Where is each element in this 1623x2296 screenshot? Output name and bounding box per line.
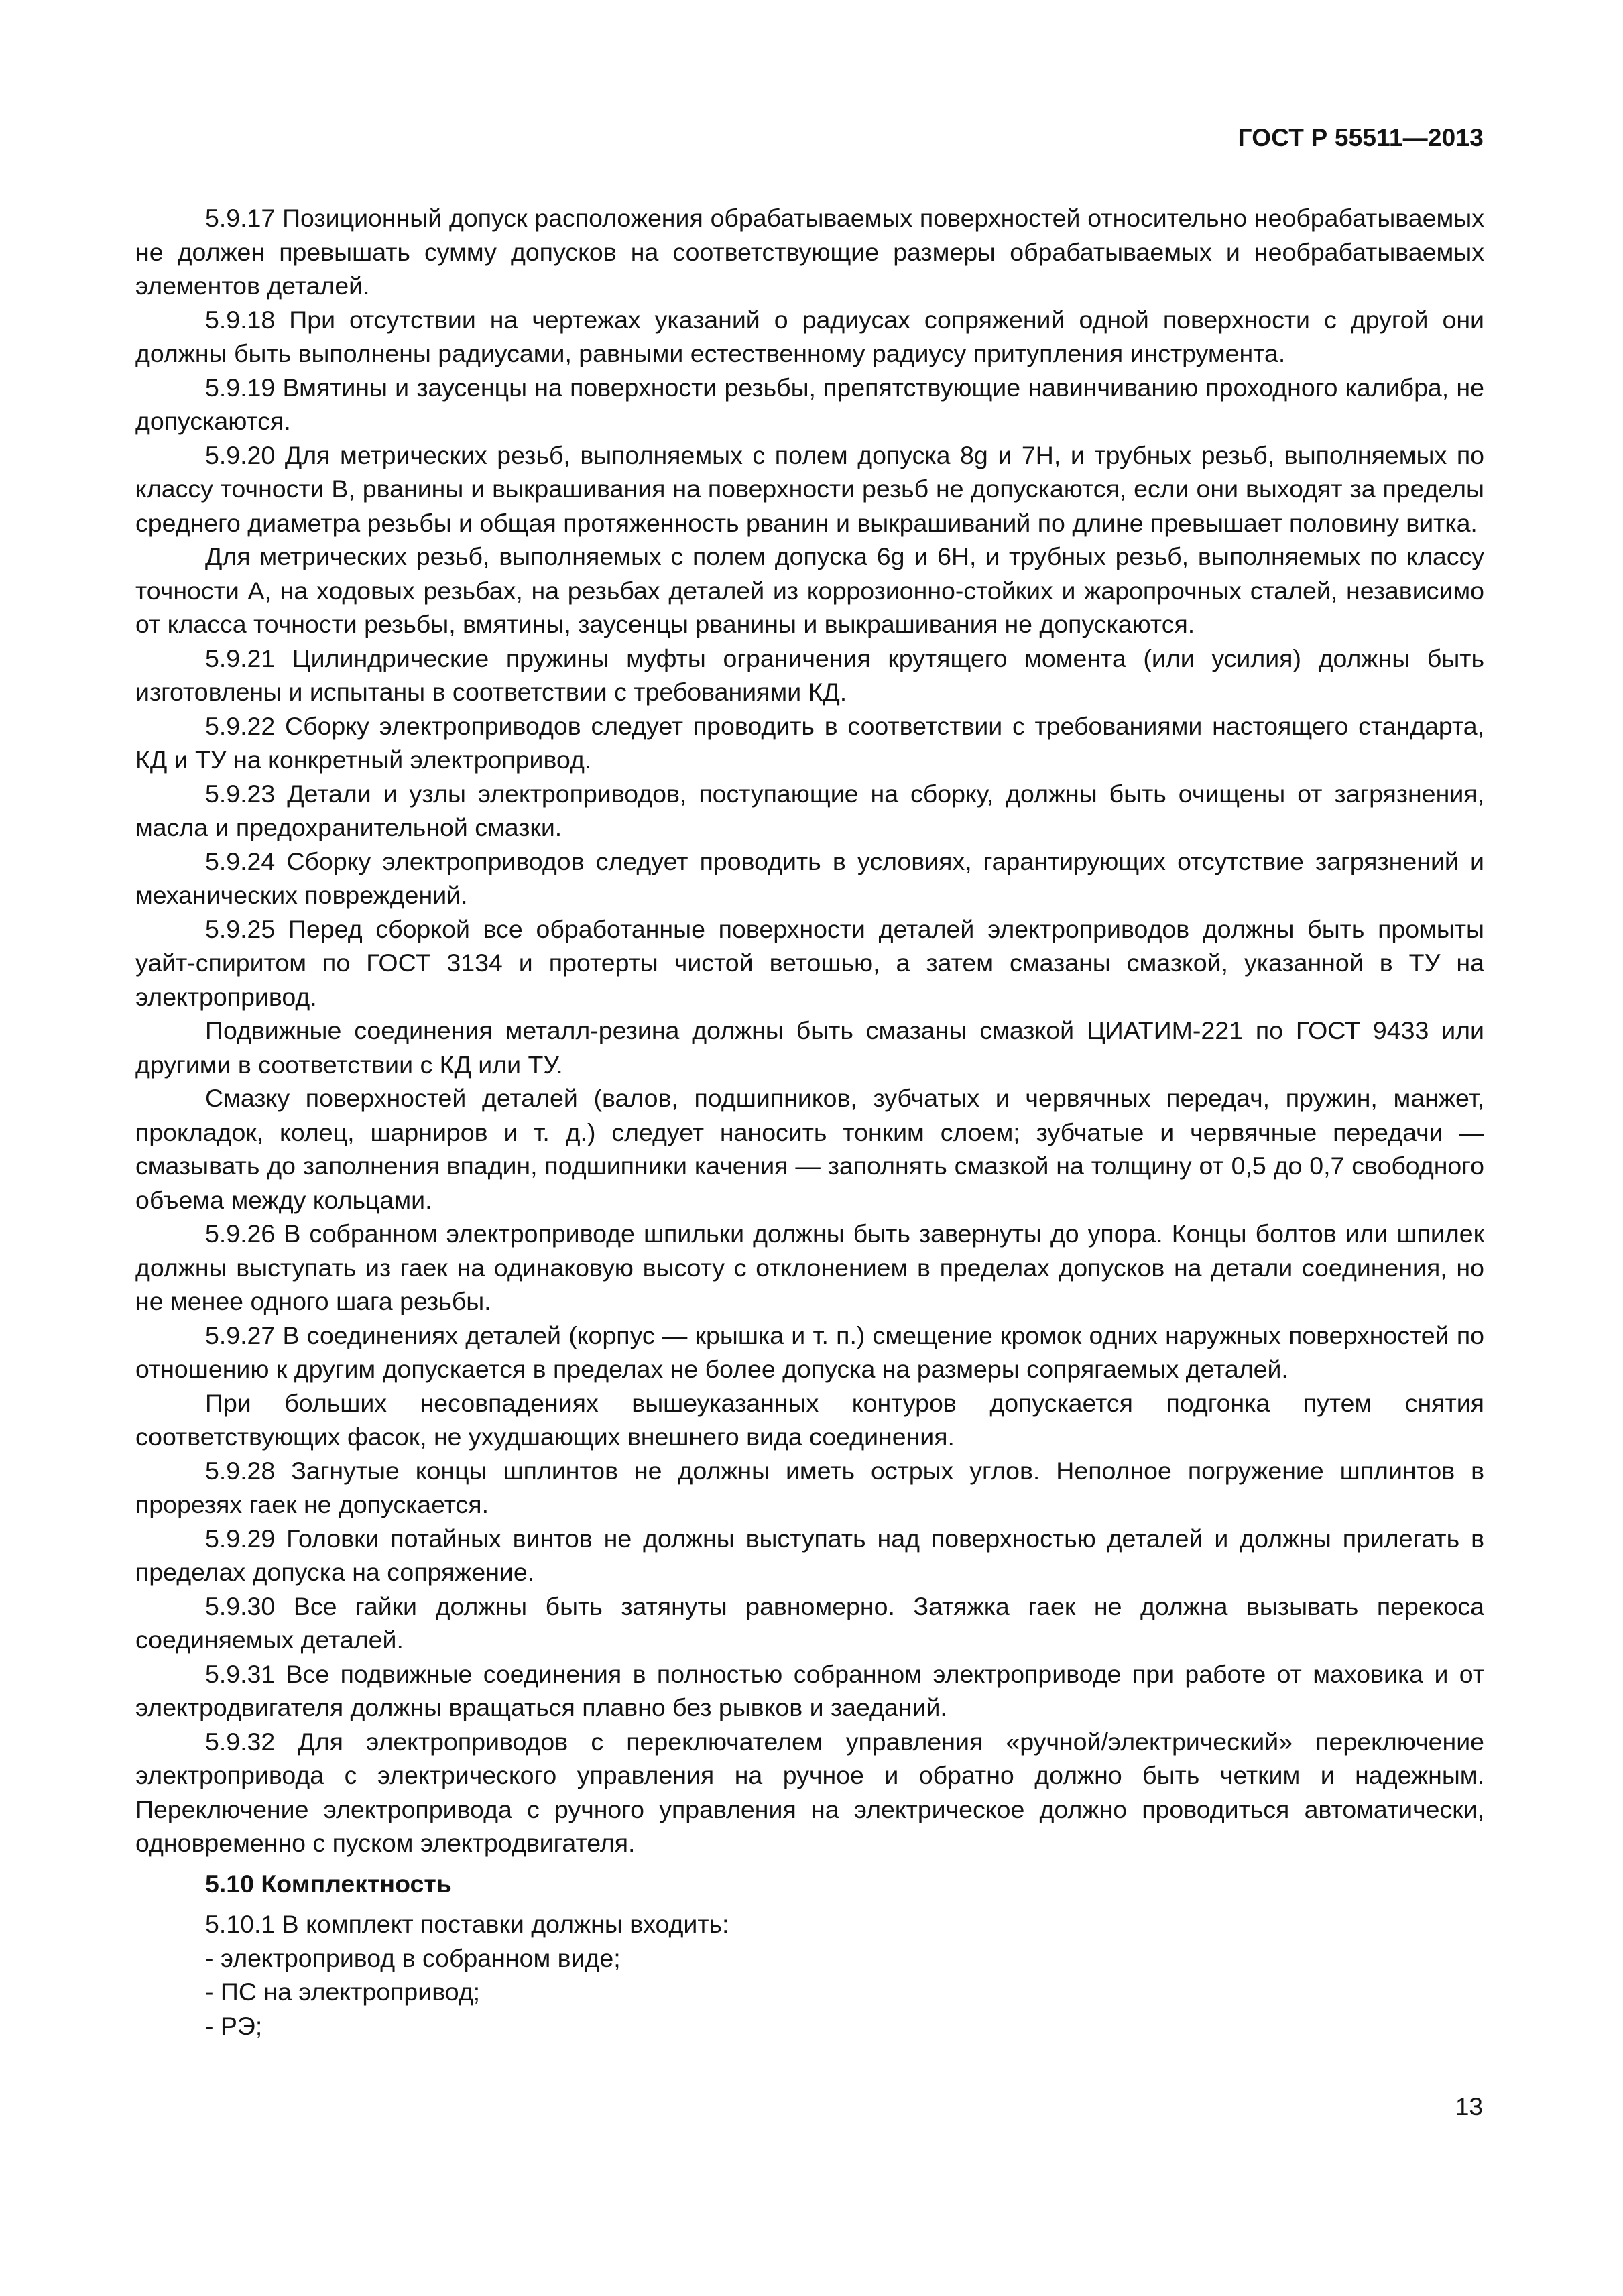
- document-body: [135, 201, 1484, 2043]
- paragraph-5-9-27: 5.9.27 В соединениях деталей (корпус — крышка и т. п.) смещение кромок одних наружных поверхностей по отношению к другим допускается в пределах не более допуска на размеры сопрягаемых деталей.: [135, 1321, 1484, 1383]
- paragraph-5-9-27-cont: При больших несовпадениях вышеуказанных контуров допускается подгонка путем снятия соответствующих фасок, не ухудшающих внешнего вида соединения.: [135, 1388, 1484, 1451]
- paragraph-5-9-25-grease: Смазку поверхностей деталей (валов, подшипников, зубчатых и червячных передач, пружин, манжет, прокладок, колец, шарниров и т. д.) следует наносить тонким слоем; зубчатые и червячные передачи — смазывать до заполнения впадин, подшипники качения — заполнять смазкой на толщину от 0,5 до 0,7 свободного объема между кольцами.: [135, 1084, 1484, 1214]
- paragraph-5-9-32: 5.9.32 Для электроприводов с переключателем управления «ручной/электрический» переключение электропривода с электрического управления на ручное и обратно должно быть четким и надежным. Переключение электропривода с ручного управления на электрическое должно проводиться автоматически, одновременно с пуском электродвигателя.: [135, 1727, 1484, 1857]
- paragraph-5-9-20-cont: Для метрических резьб, выполняемых с полем допуска 6g и 6H, и трубных резьб, выполняемых по классу точности А, на ходовых резьбах, на резьбах деталей из коррозионно-стойких и жаропрочных сталей, независимо от класса точности резьбы, вмятины, заусенцы рванины и выкрашивания не допускаются.: [135, 542, 1484, 638]
- paragraph-5-9-17: 5.9.17 Позиционный допуск расположения обрабатываемых поверхностей относительно необрабатываемых не должен превышать сумму допусков на соответствующие размеры обрабатываемых и необрабатываемых элементов деталей.: [135, 204, 1484, 300]
- paragraph-5-9-20: 5.9.20 Для метрических резьб, выполняемых с полем допуска 8g и 7H, и трубных резьб, выполняемых по классу точности В, рванины и выкрашивания на поверхности резьб не допускаются, если они выходят за пределы среднего диаметра резьбы и общая протяженность рванин и выкрашиваний по длине превышает половину витка.: [135, 440, 1484, 537]
- list-item: - электропривод в собранном виде;: [205, 1943, 621, 1972]
- paragraph-5-9-28: 5.9.28 Загнутые концы шплинтов не должны иметь острых углов. Неполное погружение шплинтов в прорезях гаек не допускается.: [135, 1456, 1484, 1518]
- paragraph-5-9-31: 5.9.31 Все подвижные соединения в полностью собранном электроприводе при работе от маховика и от электродвигателя должны вращаться плавно без рывков и заеданий.: [135, 1659, 1484, 1721]
- paragraph-5-9-22: 5.9.22 Сборку электроприводов следует проводить в соответствии с требованиями настоящего стандарта, КД и ТУ на конкретный электропривод.: [135, 711, 1484, 774]
- paragraph-5-9-26: 5.9.26 В собранном электроприводе шпильки должны быть завернуты до упора. Концы болтов или шпилек должны выступать из гаек на одинаковую высоту с отклонением в пределах допусков на детали соединения, но не менее одного шага резьбы.: [135, 1219, 1484, 1315]
- paragraph-5-9-21: 5.9.21 Цилиндрические пружины муфты ограничения крутящего момента (или усилия) должны быть изготовлены и испытаны в соответствии с требованиями КД.: [135, 644, 1484, 706]
- paragraph-5-9-29: 5.9.29 Головки потайных винтов не должны выступать над поверхностью деталей и должны прилегать в пределах допуска на сопряжение.: [135, 1524, 1484, 1586]
- list-item: - ПС на электропривод;: [205, 1978, 481, 2006]
- page-number: 13: [1455, 2093, 1483, 2120]
- paragraph-5-9-30: 5.9.30 Все гайки должны быть затянуты равномерно. Затяжка гаек не должна вызывать перекоса соединяемых деталей.: [135, 1591, 1484, 1654]
- paragraph-5-9-18: 5.9.18 При отсутствии на чертежах указаний о радиусах сопряжений одной поверхности с другой они должны быть выполнены радиусами, равными естественному радиусу притупления инструмента.: [135, 305, 1484, 367]
- section-intro: 5.10.1 В комплект поставки должны входить:: [205, 1910, 729, 1938]
- document-header: ГОСТ Р 55511—2013: [1238, 124, 1484, 152]
- paragraph-5-9-25-lubrication: Подвижные соединения металл-резина должны быть смазаны смазкой ЦИАТИМ-221 по ГОСТ 9433 или другими в соответствии с КД или ТУ.: [135, 1016, 1484, 1079]
- paragraph-5-9-19: 5.9.19 Вмятины и заусенцы на поверхности резьбы, препятствующие навинчиванию проходного калибра, не допускаются.: [135, 373, 1484, 435]
- list-item: - РЭ;: [205, 2011, 263, 2040]
- paragraph-5-9-23: 5.9.23 Детали и узлы электроприводов, поступающие на сборку, должны быть очищены от загрязнения, масла и предохранительной смазки.: [135, 779, 1484, 841]
- section-heading: 5.10 Комплектность: [205, 1869, 452, 1898]
- paragraph-5-9-24: 5.9.24 Сборку электроприводов следует проводить в условиях, гарантирующих отсутствие загрязнений и механических повреждений.: [135, 847, 1484, 909]
- paragraph-5-9-25: 5.9.25 Перед сборкой все обработанные поверхности деталей электроприводов должны быть промыты уайт-спиритом по ГОСТ 3134 и протерты чистой ветошью, а затем смазаны смазкой, указанной в ТУ на электропривод.: [135, 914, 1484, 1011]
